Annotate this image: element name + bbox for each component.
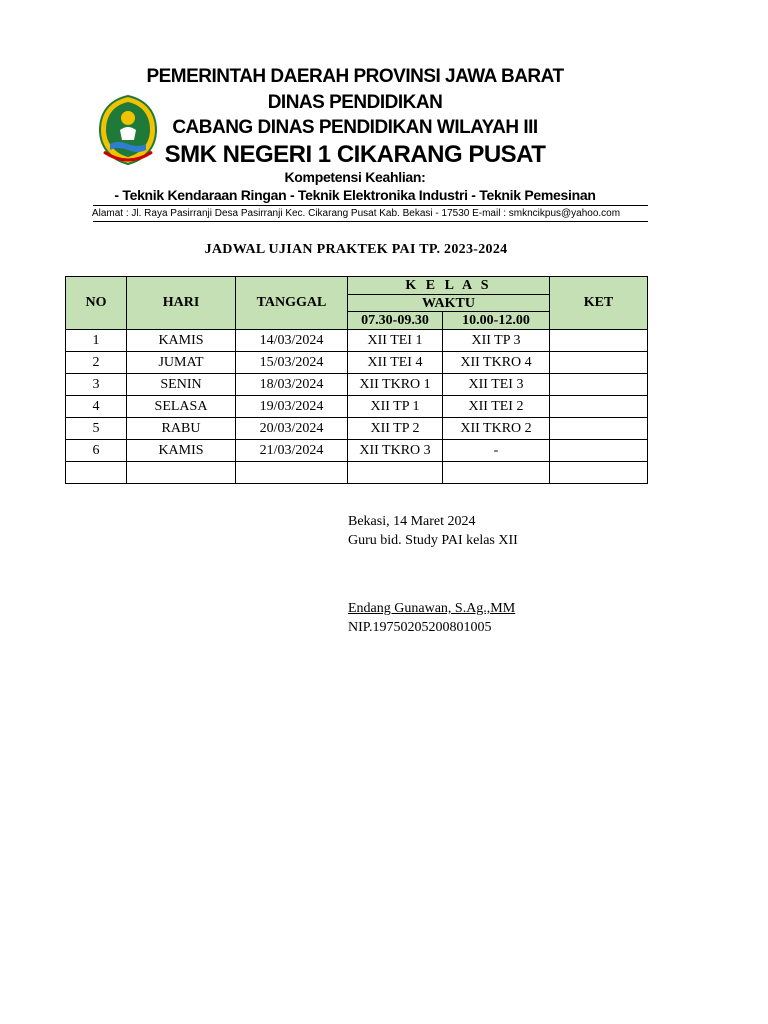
signature-name: Endang Gunawan, S.Ag.,MM: [348, 601, 516, 616]
cell-session-2: XII TKRO 4: [443, 352, 550, 374]
header-divider-bottom: [93, 221, 648, 222]
schedule-table: [65, 276, 648, 484]
document-title: JADWAL UJIAN PRAKTEK PAI TP. 2023-2024: [204, 242, 508, 257]
competency-list: - Teknik Kendaraan Ringan - Teknik Elektronika Industri - Teknik Pemesinan: [114, 187, 596, 203]
cell-ket: [550, 352, 648, 374]
cell-session-1: XII TEI 4: [348, 352, 443, 374]
school-name: SMK NEGERI 1 CIKARANG PUSAT: [164, 141, 546, 168]
cell-hari: JUMAT: [127, 352, 236, 374]
provincial-emblem-logo: [96, 94, 160, 166]
col-header-time-2: 10.00-12.00: [443, 312, 550, 330]
cell-no: 6: [66, 440, 127, 462]
table-row: [66, 352, 648, 374]
cell-ket: [550, 330, 648, 352]
table-row: [66, 374, 648, 396]
cell-no: 2: [66, 352, 127, 374]
col-header-time-1: 07.30-09.30: [348, 312, 443, 330]
competency-label: Kompetensi Keahlian:: [284, 169, 426, 185]
col-header-hari: HARI: [127, 277, 236, 330]
cell-no: 1: [66, 330, 127, 352]
cell-tanggal: 14/03/2024: [236, 330, 348, 352]
table-row: [66, 396, 648, 418]
cell-session-2: XII TEI 3: [443, 374, 550, 396]
cell-tanggal: 15/03/2024: [236, 352, 348, 374]
cell-hari: SENIN: [127, 374, 236, 396]
cell-session-1: XII TP 2: [348, 418, 443, 440]
cell-session-2: XII TEI 2: [443, 396, 550, 418]
cell-no: 5: [66, 418, 127, 440]
cell-tanggal: 21/03/2024: [236, 440, 348, 462]
table-row: [66, 418, 648, 440]
signature-place-date: Bekasi, 14 Maret 2024: [348, 514, 476, 529]
cell-tanggal: 20/03/2024: [236, 418, 348, 440]
cell-session-2: XII TP 3: [443, 330, 550, 352]
col-header-kelas: K E L A S: [348, 277, 550, 295]
signature-nip: NIP.19750205200801005: [348, 620, 492, 635]
col-header-waktu: WAKTU: [348, 295, 550, 312]
cell-ket: [550, 396, 648, 418]
cell-session-2: -: [443, 440, 550, 462]
cell-hari: RABU: [127, 418, 236, 440]
cell-session-1: XII TKRO 1: [348, 374, 443, 396]
header-province: PEMERINTAH DAERAH PROVINSI JAWA BARAT: [146, 66, 564, 87]
col-header-no: NO: [66, 277, 127, 330]
cell-hari: KAMIS: [127, 330, 236, 352]
cell-ket: [550, 440, 648, 462]
col-header-ket: KET: [550, 277, 648, 330]
signature-role: Guru bid. Study PAI kelas XII: [348, 533, 518, 548]
cell-tanggal: 19/03/2024: [236, 396, 348, 418]
cell-ket: [550, 374, 648, 396]
cell-session-2: XII TKRO 2: [443, 418, 550, 440]
header-branch: CABANG DINAS PENDIDIKAN WILAYAH III: [172, 117, 538, 138]
col-header-tanggal: TANGGAL: [236, 277, 348, 330]
school-address: Alamat : Jl. Raya Pasirranji Desa Pasirranji Kec. Cikarang Pusat Kab. Bekasi - 17530 E-mail : smkncikpus@yahoo.com: [91, 208, 621, 219]
cell-no: 3: [66, 374, 127, 396]
cell-tanggal: 18/03/2024: [236, 374, 348, 396]
cell-no: 4: [66, 396, 127, 418]
table-row: [66, 330, 648, 352]
table-row-empty: [66, 462, 648, 484]
cell-session-1: XII TEI 1: [348, 330, 443, 352]
cell-session-1: XII TP 1: [348, 396, 443, 418]
cell-session-1: XII TKRO 3: [348, 440, 443, 462]
header-divider-top: [93, 205, 648, 206]
cell-hari: KAMIS: [127, 440, 236, 462]
table-row: [66, 440, 648, 462]
header-agency: DINAS PENDIDIKAN: [267, 92, 443, 113]
cell-hari: SELASA: [127, 396, 236, 418]
cell-ket: [550, 418, 648, 440]
